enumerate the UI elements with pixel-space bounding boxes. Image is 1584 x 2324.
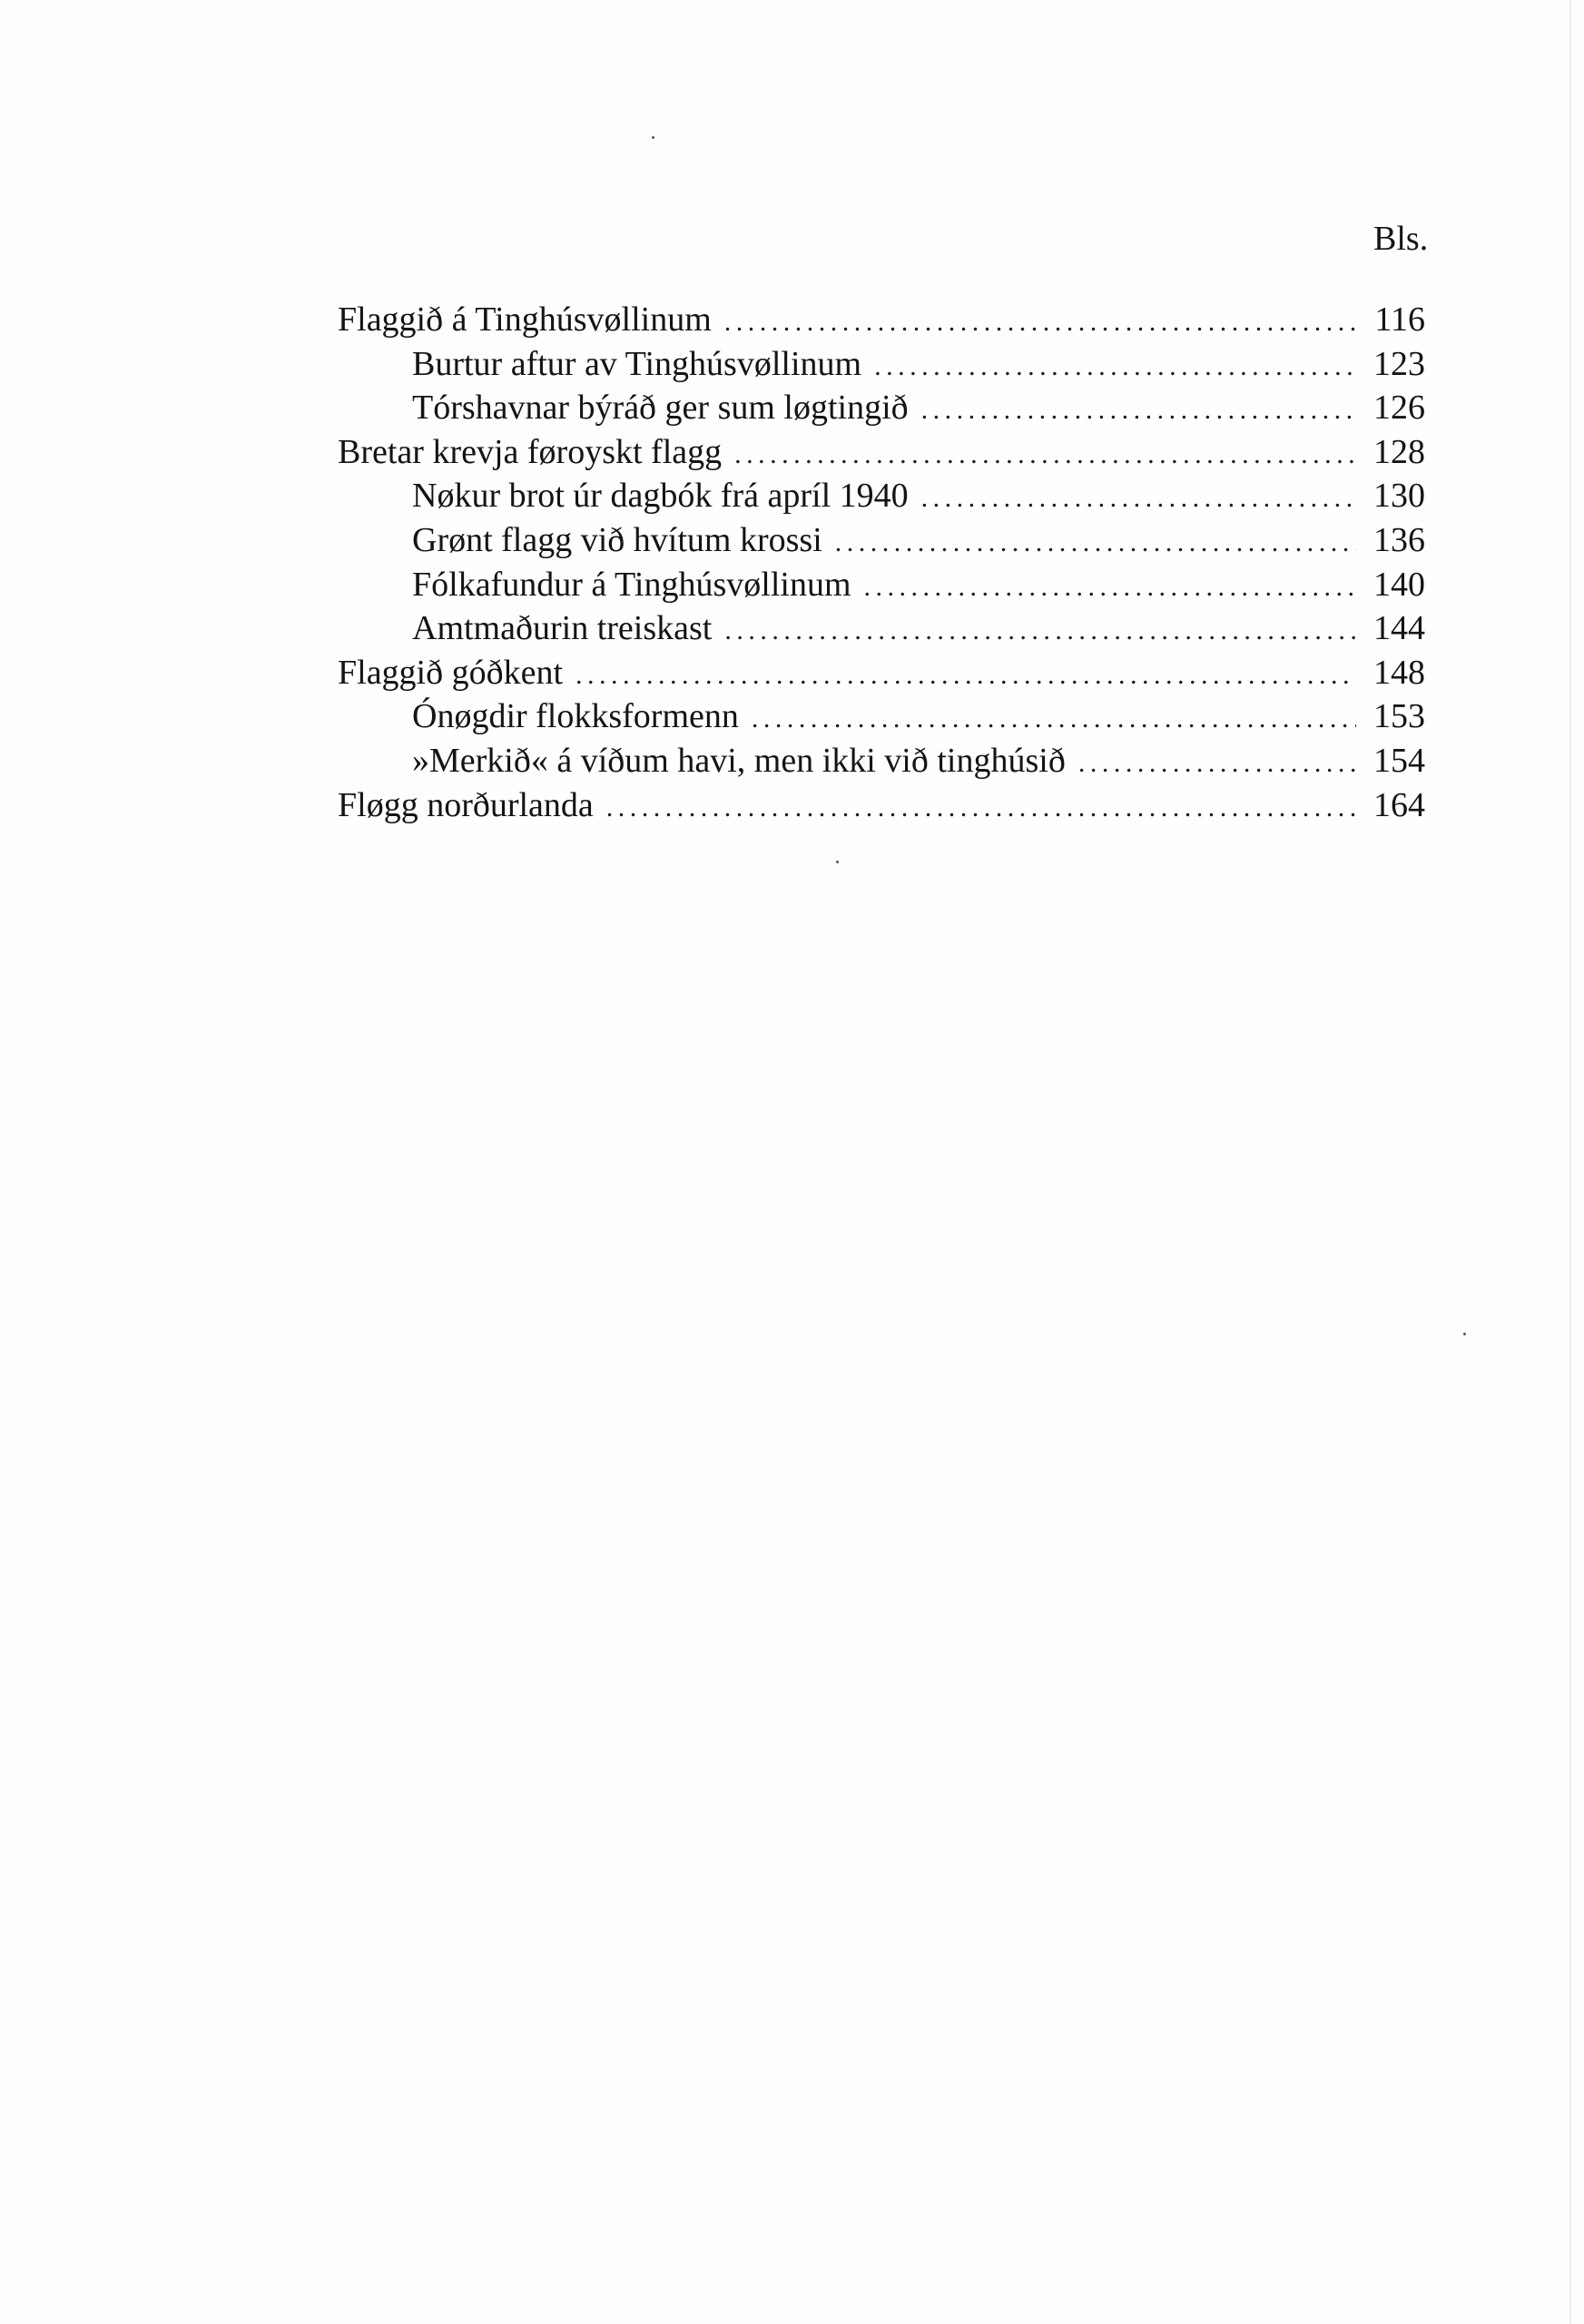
toc-entry-page-number: 130 (1373, 477, 1425, 516)
toc-entry-title: Flaggið góðkent (338, 653, 564, 692)
toc-entry (338, 474, 1425, 518)
toc-entry (338, 606, 1425, 651)
toc-entry-title: Fløgg norðurlanda (338, 785, 594, 824)
toc-entry (338, 783, 1425, 828)
toc-dot-leader (606, 786, 1356, 831)
toc-dot-leader (921, 477, 1356, 521)
scan-speck (1463, 1333, 1466, 1335)
toc-dot-leader (921, 389, 1356, 433)
toc-entry (338, 386, 1425, 430)
toc-entry (338, 518, 1425, 563)
toc-dot-leader (835, 521, 1356, 566)
toc-entry-title: Burtur aftur av Tinghúsvøllinum (412, 344, 862, 383)
toc-dot-leader (734, 433, 1356, 478)
scan-speck (836, 861, 839, 863)
toc-dot-leader (576, 654, 1356, 698)
toc-entry-title: Fólkafundur á Tinghúsvøllinum (412, 565, 851, 604)
toc-entry-title: Grønt flagg við hvítum krossi (412, 520, 822, 559)
toc-entry-page-number: 136 (1373, 520, 1425, 559)
toc-entry-page-number: 116 (1374, 300, 1425, 339)
table-of-contents (338, 298, 1425, 827)
toc-entry-page-number: 144 (1373, 609, 1425, 648)
toc-dot-leader (864, 566, 1357, 610)
toc-entry (338, 298, 1425, 342)
toc-entry (338, 342, 1425, 387)
toc-entry-title: »Merkið« á víðum havi, men ikki við tinghúsið (412, 741, 1066, 780)
toc-entry-page-number: 164 (1373, 785, 1425, 824)
toc-entry-page-number: 126 (1373, 389, 1425, 428)
toc-entry-page-number: 148 (1373, 653, 1425, 692)
toc-entry (338, 694, 1425, 739)
toc-dot-leader (724, 300, 1356, 345)
toc-entry (338, 563, 1425, 607)
toc-entry (338, 651, 1425, 695)
toc-entry-page-number: 140 (1373, 565, 1425, 604)
toc-entry-page-number: 154 (1373, 741, 1425, 780)
toc-entry (338, 739, 1425, 783)
toc-dot-leader (1078, 742, 1356, 786)
toc-dot-leader (874, 345, 1356, 389)
toc-entry-page-number: 123 (1373, 344, 1425, 383)
toc-entry-title: Flaggið á Tinghúsvøllinum (338, 300, 712, 339)
page-column-label: Bls. (1373, 220, 1429, 258)
toc-entry-page-number: 128 (1373, 432, 1425, 471)
page-edge-shadow (1569, 0, 1571, 2324)
toc-dot-leader (724, 609, 1356, 654)
toc-entry-title: Tórshavnar býráð ger sum løgtingið (412, 389, 909, 428)
toc-dot-leader (752, 697, 1356, 742)
toc-entry-page-number: 153 (1373, 697, 1425, 736)
toc-entry (338, 430, 1425, 475)
toc-entry-title: Ónøgdir flokksformenn (412, 697, 739, 736)
toc-entry-title: Nøkur brot úr dagbók frá apríl 1940 (412, 477, 909, 516)
toc-entry-title: Bretar krevja føroyskt flagg (338, 432, 723, 471)
scan-speck (652, 136, 654, 139)
toc-entry-title: Amtmaðurin treiskast (412, 609, 713, 648)
